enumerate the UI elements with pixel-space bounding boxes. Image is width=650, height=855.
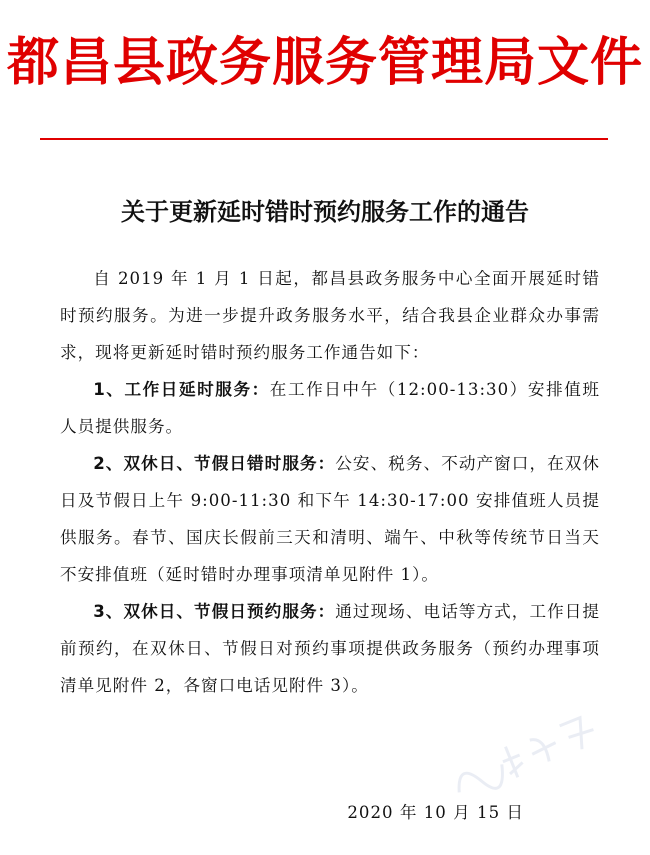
item-text: 公安、税务、不动产窗口，在双休日及节假日上午 9:00-11:30 和下午 14:30-17:00 安排值班人员提供服务。春节、国庆长假前三天和清明、端午、中秋等传统节日当天不安排值班（延时错时办理事项清单见附件 1）。 [60,454,601,584]
item-paragraph [60,593,600,704]
item-lead: 1、工作日延时服务： [93,380,270,399]
logo-watermark-icon [435,695,615,814]
notice-title: 关于更新延时错时预约服务工作的通告 [121,198,529,226]
intro-paragraph: 自 2019 年 1 月 1 日起，都昌县政务服务中心全面开展延时错时预约服务。为进一步提升政务服务水平，结合我县企业群众办事需求，现将更新延时错时预约服务工作通告如下： [60,269,600,362]
item-paragraph [60,445,600,593]
item-paragraph [60,371,600,445]
item-text: 在工作日中午（12:00-13:30）安排值班人员提供服务。 [60,380,600,436]
item-lead: 3、双休日、节假日预约服务： [93,602,336,621]
header-title: 都昌县政务服务管理局文件 [6,33,643,93]
notice-body [60,260,600,704]
header-rule [40,138,608,140]
issue-date: 2020 年 10 月 15 日 [347,803,524,822]
item-text: 通过现场、电话等方式，工作日提前预约，在双休日、节假日对预约事项提供政务服务（预约办理事项清单见附件 2，各窗口电话见附件 3）。 [60,602,601,695]
item-lead: 2、双休日、节假日错时服务： [93,454,336,473]
